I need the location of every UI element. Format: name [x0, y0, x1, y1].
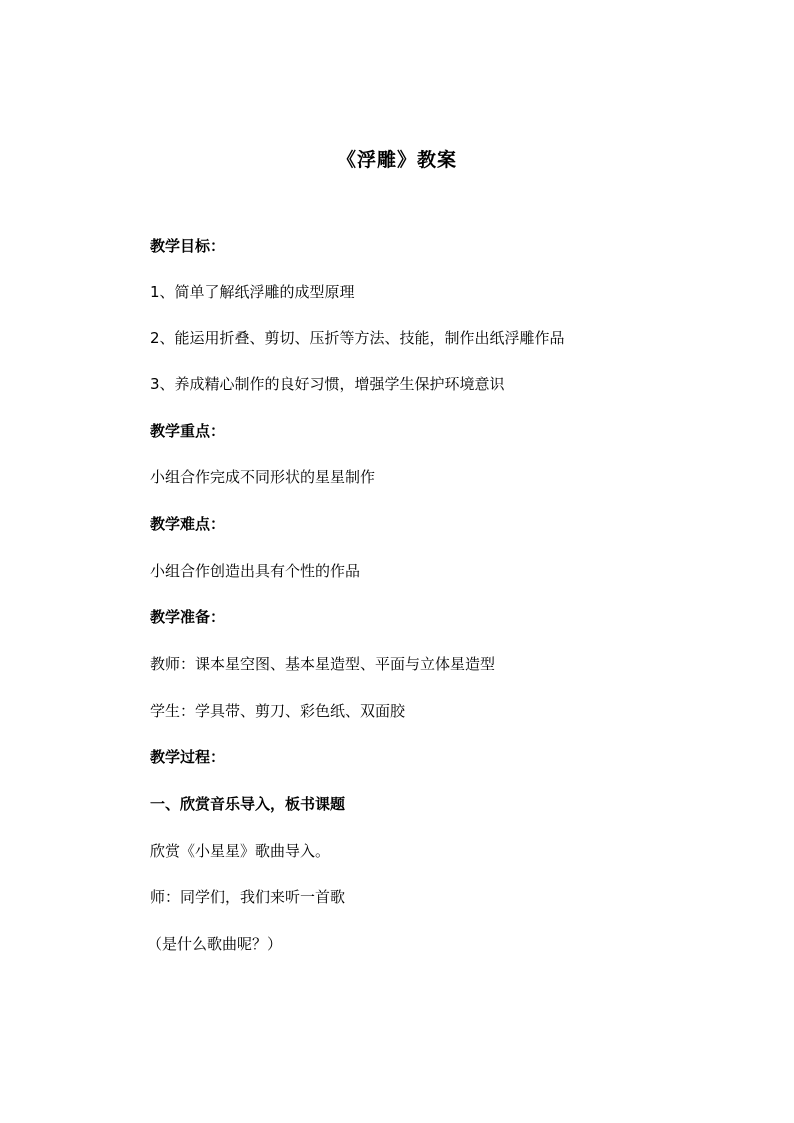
- preparation-teacher: 教师：课本星空图、基本星造型、平面与立体星造型: [150, 655, 496, 673]
- heading-preparation: 教学准备：: [150, 608, 226, 626]
- process-line-1: 欣赏《小星星》歌曲导入。: [150, 842, 331, 860]
- process-line-3: （是什么歌曲呢？）: [147, 935, 283, 953]
- objective-2: 2、能运用折叠、剪切、压折等方法、技能，制作出纸浮雕作品: [150, 329, 565, 347]
- heading-process: 教学过程：: [150, 748, 226, 766]
- key-point-text: 小组合作完成不同形状的星星制作: [150, 468, 376, 486]
- heading-key-points: 教学重点：: [150, 422, 226, 440]
- heading-teaching-objectives: 教学目标：: [150, 237, 226, 255]
- objective-1: 1、简单了解纸浮雕的成型原理: [150, 283, 355, 301]
- process-line-2: 师：同学们，我们来听一首歌: [150, 888, 346, 906]
- preparation-students: 学生：学具带、剪刀、彩色纸、双面胶: [150, 702, 406, 720]
- heading-difficulties: 教学难点：: [150, 515, 226, 533]
- objective-3: 3、养成精心制作的良好习惯，增强学生保护环境意识: [150, 375, 505, 393]
- section-one-heading: 一、欣赏音乐导入，板书课题: [150, 795, 346, 813]
- difficulty-text: 小组合作创造出具有个性的作品: [150, 562, 361, 580]
- document-title: 《浮雕》教案: [336, 149, 457, 171]
